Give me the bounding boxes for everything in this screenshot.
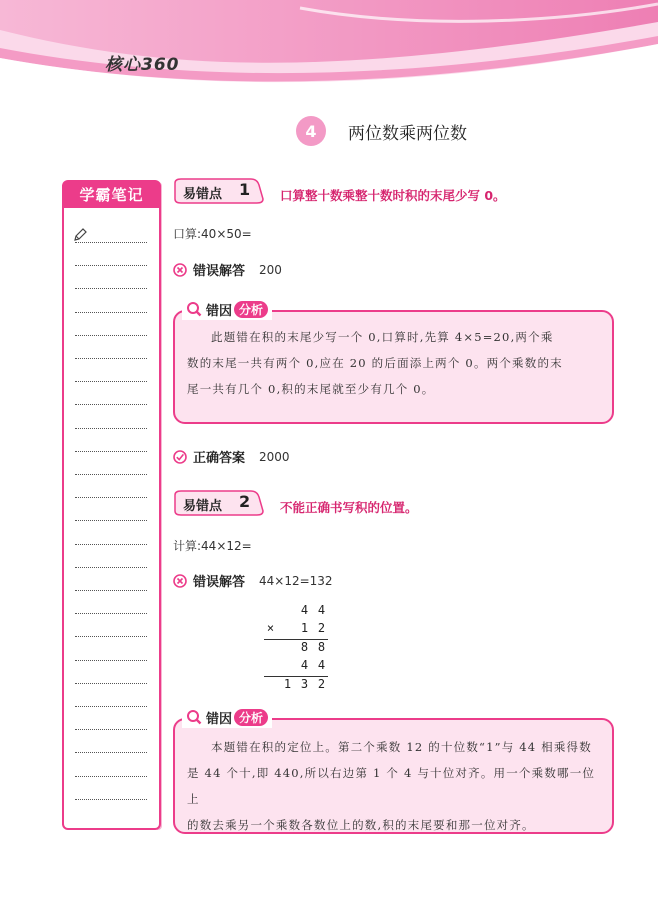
pencil-icon [72, 227, 88, 243]
reason-text-2 [187, 734, 607, 838]
header-band [0, 0, 658, 86]
reason-tag-1 [182, 298, 272, 320]
reason-box-2 [173, 718, 614, 834]
notes-line [75, 474, 147, 475]
calc-digit [262, 640, 279, 658]
cross-circle-icon [173, 574, 187, 588]
calc-digit: 8 [317, 640, 326, 654]
calc-digit [262, 603, 279, 621]
reason-tag-2 [182, 706, 272, 728]
notes-line [75, 265, 147, 266]
calc-digit: 3 [300, 677, 309, 691]
tag-label: 易错点 [183, 187, 223, 202]
error-point-tag-2 [173, 489, 265, 517]
reason-line: 本题错在积的定位上。第二个乘数 12 的十位数“1”与 44 相乘得数 [211, 740, 592, 754]
calc-digit [262, 658, 279, 676]
notes-line [75, 636, 147, 637]
calc-digit: 2 [317, 621, 326, 635]
calc-digit [262, 677, 279, 695]
reason-title-b: 分析 [234, 709, 268, 726]
notes-line [75, 660, 147, 661]
header-wave-graphic [0, 0, 658, 86]
notes-line [75, 799, 147, 800]
tag-number: 2 [239, 492, 251, 511]
chapter-title: 两位数乘两位数 [348, 124, 467, 144]
right-answer-value: 2000 [259, 449, 290, 464]
calc-digit: 8 [300, 640, 309, 654]
check-circle-icon [173, 450, 187, 464]
vertical-multiplication [262, 603, 330, 695]
notes-line [75, 497, 147, 498]
notes-line [75, 404, 147, 405]
notes-line [75, 683, 147, 684]
notes-line [75, 520, 147, 521]
notes-line [75, 335, 147, 336]
notes-line [75, 312, 147, 313]
notes-panel [62, 208, 161, 830]
notes-line [75, 776, 147, 777]
notes-line [75, 381, 147, 382]
notes-line [75, 242, 147, 243]
calc-digit: 2 [317, 677, 326, 691]
calc-digit: × [266, 621, 275, 635]
reason-line: 是 44 个十,即 440,所以右边第 1 个 4 与十位对齐。用一个乘数哪一位上 [187, 766, 596, 806]
notes-line [75, 567, 147, 568]
calc-digit: 4 [317, 603, 326, 617]
wrong-answer-row-1 [173, 260, 282, 279]
right-answer-row-1 [173, 447, 290, 466]
calc-row [262, 603, 330, 621]
notes-line [75, 729, 147, 730]
notes-line [75, 288, 147, 289]
wrong-answer-label: 错误解答 [193, 264, 246, 279]
calc-digit: 4 [317, 658, 326, 672]
wrong-answer-value: 200 [259, 262, 282, 277]
reason-title-a: 错因 [206, 303, 233, 319]
calc-digit: 1 [283, 677, 292, 691]
notes-line [75, 428, 147, 429]
chapter-number-badge: 4 [296, 116, 326, 146]
tag-label: 易错点 [183, 499, 223, 514]
calc-row [262, 621, 330, 639]
wrong-answer-value: 44×12=132 [259, 573, 333, 588]
magnifier-icon [186, 301, 202, 317]
error-point-tag-1 [173, 177, 265, 205]
tag-number: 1 [239, 180, 251, 199]
calc-digit [279, 640, 296, 658]
calc-digit: 4 [300, 658, 309, 672]
error-point-heading-2: 不能正确书写积的位置。 [280, 500, 418, 515]
calc-digit: 1 [300, 621, 309, 635]
notes-line [75, 544, 147, 545]
brand-logo: 核心360 [105, 55, 180, 75]
question-1: 口算:40×50= [173, 227, 252, 241]
error-point-heading-1: 口算整十数乘整十数时积的末尾少写 0。 [280, 188, 506, 203]
reason-text-1 [187, 324, 607, 402]
magnifier-icon [186, 709, 202, 725]
reason-line: 数的末尾一共有两个 0,应在 20 的后面添上两个 0。两个乘数的末 [187, 356, 563, 370]
notes-line [75, 451, 147, 452]
notes-panel-title: 学霸笔记 [62, 180, 161, 208]
wrong-answer-label: 错误解答 [193, 575, 246, 590]
reason-title-b: 分析 [234, 301, 268, 318]
calc-digit [279, 658, 296, 676]
reason-line: 的数去乘另一个乘数各数位上的数,积的末尾要和那一位对齐。 [187, 818, 535, 832]
reason-title-a: 错因 [206, 711, 233, 727]
reason-line: 尾一共有几个 0,积的末尾就至少有几个 0。 [187, 382, 435, 396]
calc-row [262, 677, 330, 695]
question-2: 计算:44×12= [173, 539, 252, 553]
notes-line [75, 590, 147, 591]
right-answer-label: 正确答案 [193, 451, 246, 466]
notes-line [75, 706, 147, 707]
notes-line [75, 752, 147, 753]
calc-digit [279, 621, 296, 639]
wrong-answer-row-2 [173, 571, 333, 590]
calc-digit [279, 603, 296, 621]
reason-box-1 [173, 310, 614, 424]
calc-row [262, 640, 330, 658]
cross-circle-icon [173, 263, 187, 277]
calc-row [262, 658, 330, 676]
notes-line [75, 613, 147, 614]
calc-digit: 4 [300, 603, 309, 617]
reason-line: 此题错在积的末尾少写一个 0,口算时,先算 4×5=20,两个乘 [211, 330, 554, 344]
notes-line [75, 358, 147, 359]
